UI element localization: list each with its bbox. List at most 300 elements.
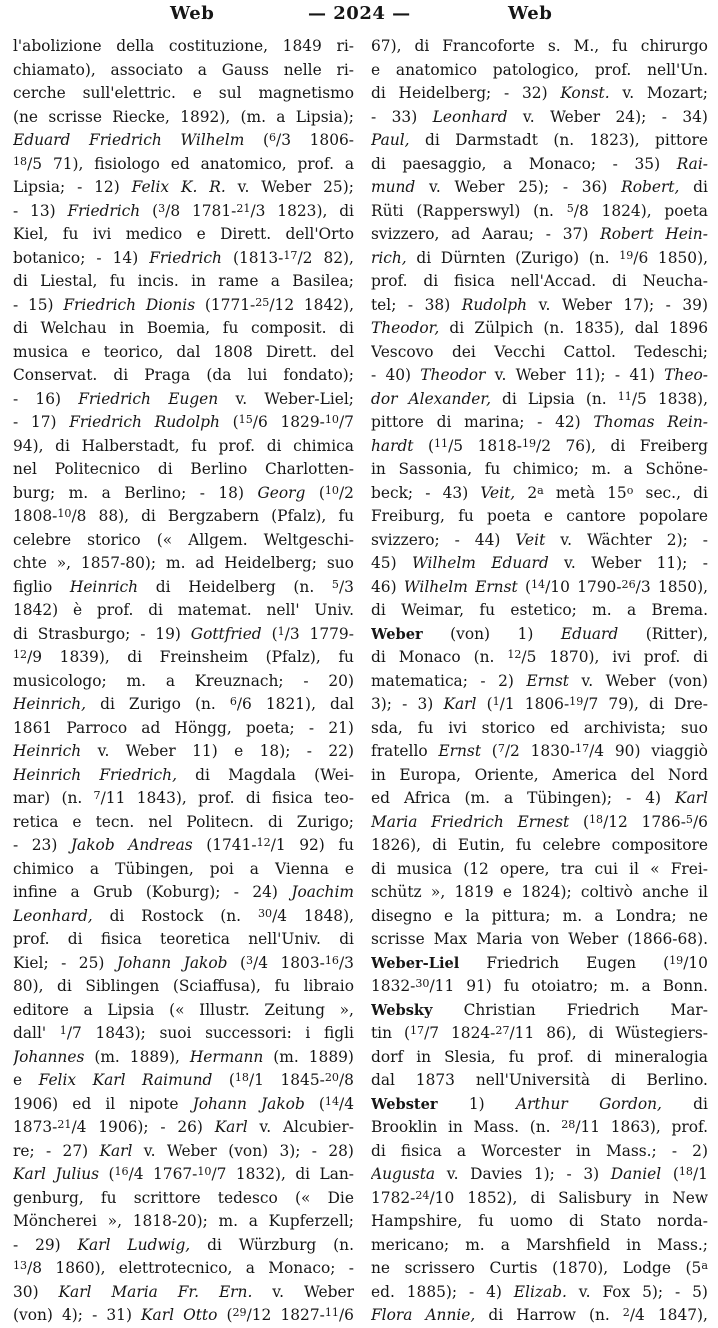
text-run: (n. (529, 1118, 551, 1136)
text-run: editore (13, 1000, 69, 1019)
text-run: prof. (643, 648, 681, 666)
word (13, 787, 50, 811)
text-run: botanico; (13, 248, 86, 267)
text-run: 10 (324, 413, 339, 427)
text-run: anatomico (395, 60, 478, 79)
text-run: di (424, 131, 440, 149)
text-run: Politecn. (186, 812, 254, 831)
italic-name: Flora (371, 1306, 413, 1324)
text-run: 36) (581, 178, 608, 196)
text-run: 17) (30, 413, 57, 431)
word (81, 552, 156, 576)
text-line (371, 670, 708, 694)
text-run: Rostock (141, 906, 204, 925)
text-run: prof. (297, 154, 334, 173)
italic-name: Eduard (560, 624, 619, 643)
word (60, 1022, 82, 1046)
text-run: di (568, 1212, 584, 1230)
text-line (371, 294, 708, 318)
word (349, 1257, 354, 1281)
word (339, 928, 354, 952)
word (560, 529, 572, 553)
text-run: di (588, 1024, 604, 1042)
text-run: /7 (66, 1024, 82, 1042)
text-run: /7 (583, 695, 599, 713)
text-run: /2 (297, 248, 313, 267)
word (553, 129, 574, 153)
text-run: sec., (645, 483, 681, 502)
word (192, 740, 218, 764)
text-run: 1829- (280, 413, 325, 431)
word (371, 200, 404, 224)
text-run: 20) (328, 671, 354, 690)
text-run: Die (327, 1188, 354, 1207)
text-run: /1 (248, 1071, 264, 1089)
italic-name: Gottfried (190, 624, 262, 643)
text-line (13, 646, 354, 670)
text-run: - (371, 107, 377, 126)
text-run: fu (100, 1188, 117, 1207)
word (537, 1046, 574, 1070)
word (129, 1093, 178, 1117)
word (297, 811, 354, 835)
word (470, 1163, 522, 1187)
word (401, 599, 464, 623)
word (13, 1210, 97, 1234)
text-line (13, 693, 354, 717)
word (611, 1116, 661, 1140)
italic-name: Elizab. (513, 1282, 567, 1301)
text-run: - (348, 1259, 354, 1277)
word (69, 482, 89, 506)
word (13, 529, 71, 553)
text-run: - (425, 483, 431, 502)
text-run: Mozart; (646, 84, 708, 102)
word (71, 834, 115, 858)
text-run: 29) (35, 1235, 61, 1254)
text-run: (da (206, 366, 232, 384)
word (431, 881, 445, 905)
word (568, 928, 618, 952)
text-run: 1889) (308, 1047, 354, 1066)
word (658, 1304, 708, 1328)
text-run: 11 (433, 436, 449, 450)
text-line (371, 482, 708, 506)
text-run: genburg, (13, 1188, 84, 1207)
text-run: Freiberg (639, 436, 708, 455)
text-run: - (454, 530, 460, 549)
word (332, 576, 354, 600)
text-run: - (160, 1118, 166, 1136)
text-run: von (531, 930, 560, 948)
word (563, 176, 568, 200)
text-run: a (594, 906, 604, 925)
word (457, 1140, 466, 1164)
word (629, 364, 655, 388)
word (371, 646, 386, 670)
text-run: ad (451, 225, 471, 243)
text-run: nipote (129, 1094, 179, 1113)
text-run: - (504, 84, 510, 102)
text-run: scrisse (371, 930, 425, 948)
word (13, 176, 65, 200)
text-run: 10 (324, 483, 339, 497)
text-run: /9 (27, 648, 43, 666)
text-run: nel (13, 460, 37, 478)
text-run: 32) (521, 84, 548, 102)
word (96, 811, 135, 835)
text-line (371, 552, 708, 576)
word (371, 482, 413, 506)
text-line (13, 1022, 354, 1046)
text-run: 1843), (136, 789, 187, 807)
word (631, 764, 655, 788)
word (455, 176, 505, 200)
word (155, 623, 181, 647)
text-run: associato (110, 60, 183, 79)
text-run: cui (594, 859, 618, 878)
text-run: ( (271, 624, 278, 643)
word (655, 129, 708, 153)
word (219, 1210, 239, 1234)
word (583, 1163, 599, 1187)
word (621, 176, 679, 200)
word (420, 364, 485, 388)
word (443, 693, 476, 717)
text-run: m. (218, 1212, 239, 1230)
text-run: 86), (546, 1024, 577, 1042)
word (576, 1140, 591, 1164)
text-run: Berlino. (646, 1071, 708, 1089)
text-run: di (113, 366, 129, 384)
text-run: », (430, 883, 446, 901)
word (539, 294, 551, 318)
italic-name: Alexander, (408, 389, 491, 408)
text-run: di (127, 648, 143, 666)
word (188, 529, 247, 553)
text-run: 24 (415, 1188, 430, 1202)
word (168, 388, 218, 412)
italic-name: rich, (371, 248, 407, 267)
text-line (13, 858, 354, 882)
text-run: successori: (205, 1024, 292, 1042)
italic-name: Karl (675, 789, 708, 807)
text-run: di (55, 436, 70, 455)
text-run: Vescovo (371, 342, 434, 361)
word (674, 693, 708, 717)
text-run: schütz (371, 883, 422, 901)
text-run: 42) (555, 413, 581, 431)
text-run: 1806- (309, 131, 354, 149)
word (599, 1093, 662, 1117)
text-run: ( (239, 953, 246, 972)
word (511, 270, 596, 294)
word (99, 1140, 132, 1164)
word (371, 552, 397, 576)
word (548, 35, 561, 59)
word (195, 670, 284, 694)
text-run: /10 (429, 1188, 455, 1207)
word (299, 834, 325, 858)
word (703, 552, 708, 576)
word (304, 975, 354, 999)
word (643, 270, 708, 294)
text-run: 1818- (477, 436, 522, 455)
word (405, 1257, 475, 1281)
word (502, 388, 517, 412)
italic-name: Theodor (420, 366, 486, 384)
text-line (13, 670, 354, 694)
word (589, 1022, 604, 1046)
text-run: Weber (303, 1282, 354, 1301)
word (127, 1234, 190, 1258)
text-run: otoiatro; (531, 977, 599, 995)
text-run: /4 (339, 1094, 354, 1113)
text-run: », (107, 1212, 122, 1230)
text-run: 43) (442, 483, 469, 502)
text-run: svizzero, (371, 225, 440, 243)
word (507, 646, 536, 670)
text-run: e (13, 1071, 23, 1089)
text-run: ne (688, 906, 708, 925)
word (444, 905, 453, 929)
text-run: (m. (464, 789, 491, 807)
text-run: scrisse (48, 107, 103, 126)
word (13, 834, 18, 858)
text-run: 11); (574, 366, 606, 384)
text-run: magnetismo (258, 84, 354, 102)
word (128, 834, 192, 858)
word (615, 106, 646, 130)
word (13, 388, 18, 412)
text-run: v. (237, 178, 250, 196)
word (323, 247, 353, 271)
text-run: (Pfalz), (265, 648, 321, 666)
text-run: 5 (566, 201, 574, 215)
text-run: 15) (27, 295, 54, 314)
word (371, 1234, 449, 1258)
word (528, 388, 575, 412)
italic-name: Friedrich (78, 389, 151, 408)
text-run: Magdala (228, 765, 296, 784)
text-run: di (371, 1141, 386, 1160)
text-run: Wüstegiers- (615, 1024, 708, 1042)
word (371, 270, 408, 294)
italic-name: Daniel (610, 1165, 662, 1183)
word (108, 1210, 122, 1234)
word (371, 388, 397, 412)
text-run: /6 (236, 695, 252, 713)
word (330, 693, 354, 717)
text-run: 3 (245, 953, 254, 967)
word (263, 129, 291, 153)
italic-name: Jakob (183, 953, 228, 972)
word (454, 270, 495, 294)
text-line (13, 1046, 354, 1070)
italic-name: Rai- (676, 154, 708, 173)
word (443, 482, 469, 506)
text-line (13, 341, 354, 365)
word (73, 599, 82, 623)
word (220, 905, 241, 929)
text-run: a (270, 272, 280, 290)
word (606, 1140, 657, 1164)
text-run: medico (125, 225, 183, 243)
text-run: 18 (234, 1071, 249, 1085)
word (433, 106, 508, 130)
word (371, 341, 434, 365)
text-run: Sassonia, (398, 460, 473, 478)
text-run: 18 (13, 154, 28, 168)
word (615, 740, 641, 764)
word (268, 811, 283, 835)
text-run: Rüti (371, 201, 404, 220)
text-run: 1860), (55, 1259, 106, 1277)
text-run: Francoforte (442, 37, 535, 55)
word (53, 153, 83, 177)
text-run: 1821), (265, 695, 316, 713)
word (478, 435, 551, 459)
word (567, 1163, 572, 1187)
text-run: - (626, 789, 632, 807)
word (504, 787, 513, 811)
italic-name: Theo- (664, 366, 708, 384)
italic-name: Leonhard (432, 107, 508, 126)
text-run: /3 (338, 577, 354, 596)
text-run: v. (564, 554, 576, 572)
word (190, 1046, 263, 1070)
italic-name: Wilhelm (180, 131, 245, 149)
word (658, 576, 708, 600)
text-run: (1813- (232, 248, 284, 267)
text-run: 6 (268, 131, 277, 145)
word (607, 482, 633, 506)
text-line (371, 529, 708, 553)
text-run: Praga (144, 366, 191, 384)
word (13, 1187, 84, 1211)
text-run: fisiologo (94, 154, 160, 173)
word (371, 905, 432, 929)
word (593, 411, 654, 435)
text-run: 16 (114, 1165, 129, 1179)
text-line (371, 223, 708, 247)
text-line (13, 82, 354, 106)
text-run: 30) (13, 1282, 39, 1301)
word (550, 106, 600, 130)
italic-name: Karl (141, 1306, 174, 1324)
text-run: - (537, 413, 543, 431)
word (546, 1022, 576, 1046)
word (228, 764, 296, 788)
word (371, 858, 386, 882)
word (92, 1304, 97, 1328)
word (675, 787, 708, 811)
text-run: di (371, 859, 386, 878)
word (635, 317, 659, 341)
text-run: Illustr. (199, 1000, 250, 1019)
word (13, 505, 86, 529)
italic-name: Georg (257, 483, 306, 502)
word (589, 247, 610, 271)
word (619, 247, 648, 271)
text-run: del (630, 765, 655, 784)
text-run: Strasburgo; (37, 624, 131, 643)
word (205, 294, 294, 318)
text-run: 1889), (129, 1047, 180, 1066)
text-run: Monaco; (268, 1259, 336, 1277)
text-run: /4 (253, 953, 268, 972)
word (581, 670, 593, 694)
word (328, 717, 354, 741)
word (371, 59, 380, 83)
text-run: Weber (568, 930, 619, 948)
word (81, 341, 90, 365)
text-line (371, 1022, 708, 1046)
word (586, 388, 607, 412)
italic-name: mund (371, 178, 416, 196)
text-run: Harrow (516, 1306, 576, 1324)
word (482, 717, 536, 741)
text-run: 39) (682, 295, 708, 314)
text-line (371, 1116, 708, 1140)
word (180, 129, 244, 153)
text-run: (n. (194, 695, 216, 713)
text-run: prof. (671, 1118, 708, 1136)
word (338, 646, 354, 670)
text-run: Vienna (275, 859, 329, 878)
word (669, 317, 708, 341)
word (385, 364, 411, 388)
text-run: /1 (692, 1165, 708, 1183)
word (82, 435, 180, 459)
word (555, 411, 581, 435)
word (219, 82, 242, 106)
text-run: fu (503, 977, 520, 995)
word (156, 576, 171, 600)
entry-headword: Webster (371, 1095, 438, 1113)
text-run: (von) (450, 624, 491, 643)
word (692, 1281, 708, 1305)
text-run: a (101, 483, 111, 502)
word (67, 200, 140, 224)
text-run: ( (226, 1306, 233, 1324)
word (13, 1234, 18, 1258)
word (487, 505, 531, 529)
text-run: metà (555, 483, 595, 502)
text-run: /8 (165, 201, 181, 220)
word (138, 270, 179, 294)
word (693, 1093, 708, 1117)
text-run: fisica (271, 789, 313, 807)
word (623, 294, 654, 318)
text-run: di (649, 695, 664, 713)
text-line (371, 599, 708, 623)
word (119, 317, 134, 341)
word (474, 646, 495, 670)
word (671, 858, 708, 882)
text-run: Christian (463, 1000, 536, 1019)
word (626, 787, 631, 811)
text-run: di (57, 977, 72, 995)
right-column (371, 35, 708, 1328)
word (340, 999, 354, 1023)
word (13, 999, 69, 1023)
text-line (13, 928, 354, 952)
word (307, 740, 312, 764)
word (454, 881, 493, 905)
text-run: fu (191, 436, 207, 455)
text-run: Möncherei (13, 1212, 97, 1230)
